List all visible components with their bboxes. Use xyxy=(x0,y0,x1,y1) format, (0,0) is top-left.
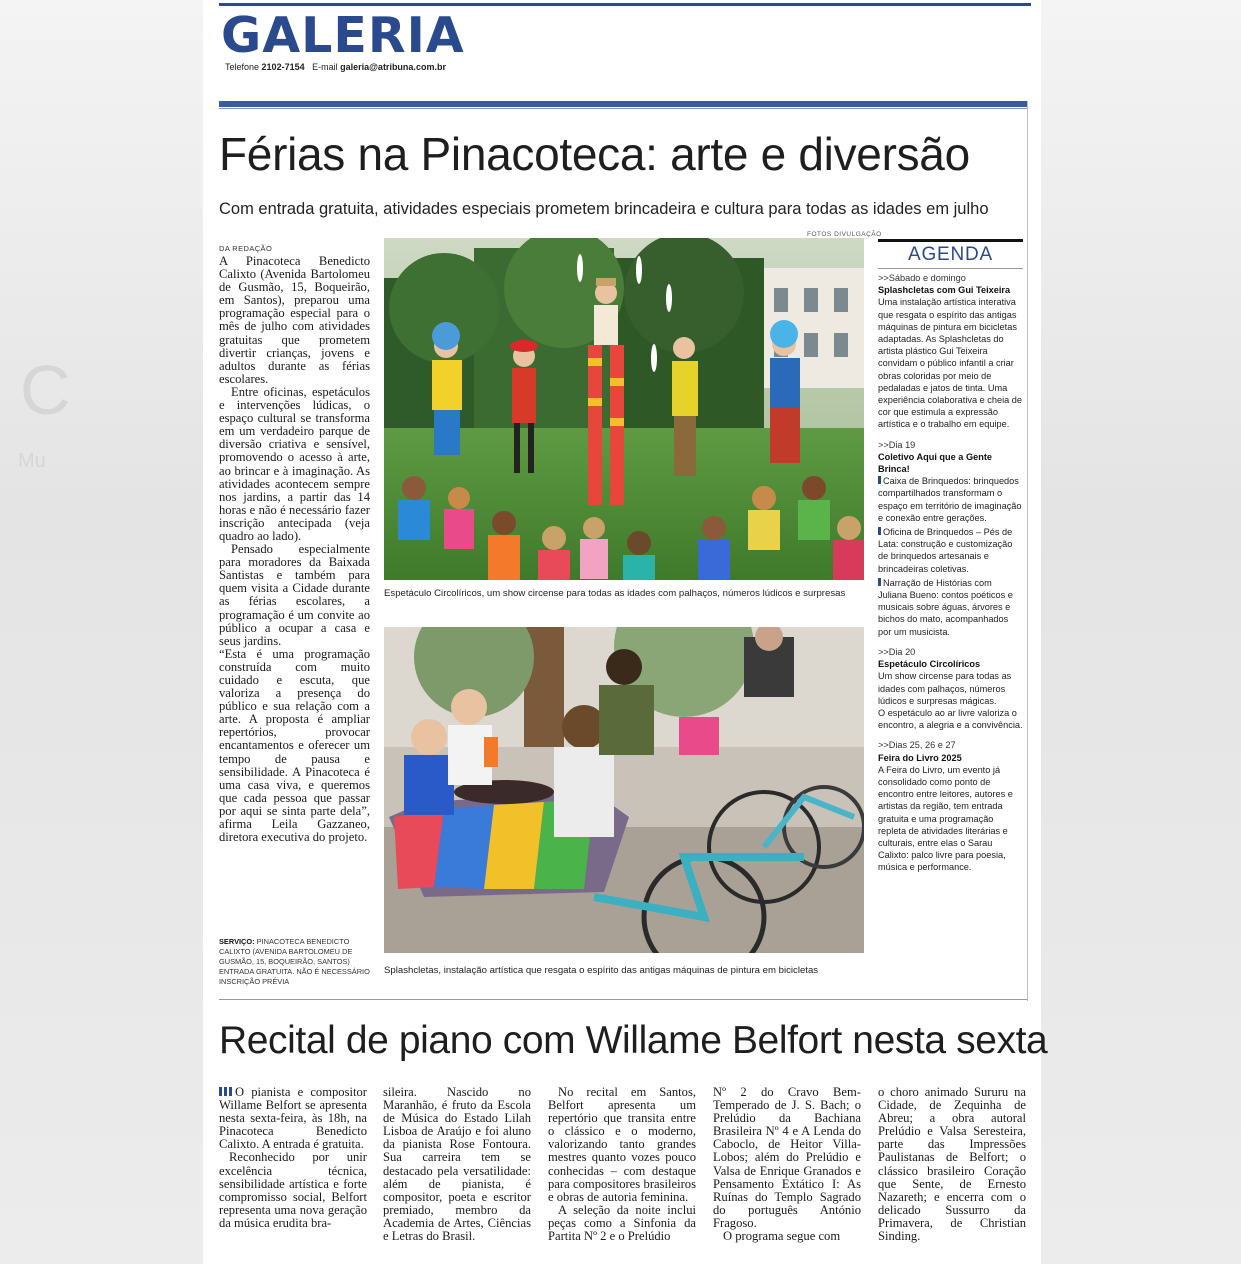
agenda-subitem: Narração de Histórias com Juliana Bueno: contos poéticos e musicais sobre águas, árvores e bichos do mato, acompanhados por um musicista. xyxy=(878,577,1013,637)
paragraph: A Pinacoteca Benedicto Calixto (Avenida Bartolomeu de Gusmão, 15, Boqueirão, em Santos), preparou uma programação especial para o mês de julho com atividades gratuitas que prometem divertir crianças, jovens e adultos durante as férias escolares. xyxy=(219,254,370,386)
contact-line xyxy=(225,62,446,72)
agenda-item xyxy=(878,646,1023,731)
right-border xyxy=(1027,101,1028,1001)
bullet-square-icon xyxy=(878,578,881,586)
agenda-item xyxy=(878,739,1023,873)
agenda-date: >>Dia 20 xyxy=(878,646,916,657)
photo-caption-splashcletas: Splashcletas, instalação artística que resgata o espírito das antigas máquinas de pintura em bicicletas xyxy=(384,965,819,976)
agenda-date: >>Dia 19 xyxy=(878,439,916,450)
agenda-event-title: Feira do Livro 2025 xyxy=(878,752,962,763)
phone-number: 2102-7154 xyxy=(261,62,305,72)
header-rule-thin xyxy=(219,108,1027,109)
bicycle-illustration xyxy=(384,627,864,953)
paragraph: No recital em Santos, Belfort apresenta um repertório que transita entre o clássico e o moderno, valorizando tanto grandes mestres quanto vozes pouco conhecidas – com destaque para compositores brasileiros e obras de autoria feminina. xyxy=(548,1085,696,1204)
blurred-text: Mu xyxy=(18,450,46,472)
newspaper-page xyxy=(203,0,1048,1264)
circus-illustration xyxy=(384,238,864,580)
paragraph: O programa segue com xyxy=(723,1229,841,1244)
blurred-letter: C xyxy=(20,351,71,429)
agenda-event-title: Espetáculo Circolíricos xyxy=(878,659,981,670)
photo-caption-circus: Espetáculo Circolíricos, um show circense para todas as idades com palhaços, números lúdicos e surpresas xyxy=(384,588,846,599)
agenda-event-text: Uma instalação artística interativa que resgata o espírito das antigas máquinas de pintura em bicicletas adaptadas. As Splashcletas do artista plástico Gui Teixeira convidam o público infantil a criar obras coloridas por meio de pedaladas e jatos de tinta. Uma experiência colaborativa e cheia de cor que estimula a expressão artística e o trabalho em equipe. xyxy=(878,297,1023,430)
article-divider xyxy=(219,999,1027,1000)
paragraph: A seleção da noite inclui peças como a Sinfonia da Partita Nº 2 e o Prelúdio xyxy=(548,1202,696,1244)
agenda-subitem: Caixa de Brinquedos: brinquedos compartilhados transformam o espaço em território de imaginação e conexão entre gerações. xyxy=(878,476,1022,523)
agenda-event-text: O espetáculo ao ar livre valoriza o encontro, a alegria e a convivência. xyxy=(878,707,1023,731)
agenda-event-text: A Feira do Livro, um evento já consolidado como ponto de encontro entre leitores, autores e artistas da região, tem entrada gratuita e uma programação repleta de atividades literárias e culturais, entre elas o Sarau Calixto: palco livre para poesia, música e performance. xyxy=(878,764,1013,873)
header-rule xyxy=(219,101,1027,107)
email-address[interactable]: galeria@atribuna.com.br xyxy=(340,62,446,72)
agenda-date: >>Sábado e domingo xyxy=(878,273,966,283)
paragraph: O pianista e compositor Willame Belfort se apresenta nesta sexta-feira, às 18h, na Pinacoteca Benedicto Calixto. A entrada é gratuita. xyxy=(219,1085,367,1152)
paragraph: “Esta é uma programação construída com muito cuidado e escuta, que valoriza a presença do público e sua relação com a arte. A proposta é ampliar repertórios, provocar encantamentos e oferecer um tempo de pausa e sensibilidade. A Pinacoteca é uma casa viva, e queremos que cada pessoa que passar por aqui se sinta parte dela”, afirma Leila Gazzaneo, diretora executiva do projeto. xyxy=(219,646,370,845)
article2-column xyxy=(878,1086,1026,1243)
agenda-item xyxy=(878,272,1023,431)
article-headline: Férias na Pinacoteca: arte e diversão xyxy=(219,128,970,180)
paragraph: Nº 2 do Cravo Bem-Temperado de J. S. Bach; o Prelúdio da Bachiana Brasileira Nº 4 e A Lenda do Caboclo, de Heitor Villa-Lobos; além do Prelúdio e Valsa de Enrique Granados e Pensamento Extático I: As Ruínas do Templo Sagrado do português António Fragoso. xyxy=(713,1085,861,1230)
agenda-subitem: Oficina de Brinquedos – Pés de Lata: construção e customização de brinquedos artesanais e brincadeiras coletivas. xyxy=(878,527,1013,574)
article2-column xyxy=(713,1086,861,1243)
photo-splashcletas xyxy=(384,627,864,953)
paragraph: sileira. Nascido no Maranhão, é fruto da Escola de Música do Estado Lilah Lisboa de Araújo e foi aluno da pianista Rose Fontoura. Sua carreira tem se destacado pela versatilidade: além de pianista, é compositor, poeta e escritor premiado, membro da Academia de Artes, Ciências e Letras do Brasil. xyxy=(383,1085,531,1244)
photo-circus xyxy=(384,238,864,580)
article-body xyxy=(219,255,370,844)
background-right xyxy=(1041,0,1241,1264)
phone-label: Telefone xyxy=(225,62,260,72)
background-left xyxy=(0,0,205,1264)
agenda-event-title: Coletivo Aqui que a Gente Brinca! xyxy=(878,451,993,475)
article-subhead: Com entrada gratuita, atividades especiais prometem brincadeira e cultura para todas as idades em julho xyxy=(219,200,989,218)
service-text: PINACOTECA BENEDICTO CALIXTO (AVENIDA BARTOLOMEU DE GUSMÃO, 15, BOQUEIRÃO, SANTOS) ENTRADA GRATUITA. NÃO É NECESSÁRIO INSCRIÇÃO PRÉVIA xyxy=(219,937,370,986)
article2-column xyxy=(219,1086,367,1230)
agenda-event-text: Um show circense para todas as idades com palhaços, números lúdicos e surpresas mágicas. xyxy=(878,671,1012,706)
paragraph: Entre oficinas, espetáculos e intervenções lúdicas, o espaço cultural se transforma em um verdadeiro parque de diversão criativa e sensível, promovendo o acesso à arte, ao brincar e à imaginação. As atividades acontecem sempre nos jardins, a partir das 14 horas e não é necessário fazer inscrição antecipada (veja quadro ao lado). xyxy=(219,384,370,543)
agenda-title: AGENDA xyxy=(907,244,994,265)
service-label: SERVIÇO: xyxy=(219,937,255,946)
agenda-box xyxy=(878,239,1023,882)
agenda-date: >>Dias 25, 26 e 27 xyxy=(878,740,956,751)
paragraph: Reconhecido por unir excelência técnica, sensibilidade artística e forte compromisso social, Belfort representa uma nova geração da música erudita bra- xyxy=(219,1150,367,1230)
article2-headline: Recital de piano com Willame Belfort nesta sexta xyxy=(219,1019,1048,1062)
agenda-item xyxy=(878,439,1023,638)
article2-column xyxy=(548,1086,696,1243)
paragraph-marker-icon xyxy=(219,1087,232,1096)
photo-credit: FOTOS DIVULGAÇÃO xyxy=(807,231,882,238)
service-box xyxy=(219,937,371,987)
top-rule xyxy=(219,3,1031,6)
email-label: E-mail xyxy=(312,62,338,72)
bullet-square-icon xyxy=(878,476,881,484)
agenda-divider xyxy=(878,268,1023,269)
byline: DA REDAÇÃO xyxy=(219,244,273,253)
section-title: GALERIA xyxy=(221,7,465,64)
paragraph: o choro animado Sururu na Cidade, de Zequinha de Abreu; a obra autoral Prelúdio e Valsa Seresteira, parte das Impressões Paulistanas de Belfort; o clássico brasileiro Coração que Sente, de Ernesto Nazareth; e encerra com o delicado Sussurro da Primavera, de Christian Sinding. xyxy=(878,1085,1026,1244)
paragraph: Pensado especialmente para moradores da Baixada Santistas e também para quem visita a Cidade durante as férias escolares, a programação é um convite ao público a ocupar a casa e seus jardins. xyxy=(219,542,370,648)
agenda-event-title: Splashcletas com Gui Teixeira xyxy=(878,285,1011,296)
article2-column xyxy=(383,1086,531,1243)
bullet-square-icon xyxy=(878,527,881,535)
